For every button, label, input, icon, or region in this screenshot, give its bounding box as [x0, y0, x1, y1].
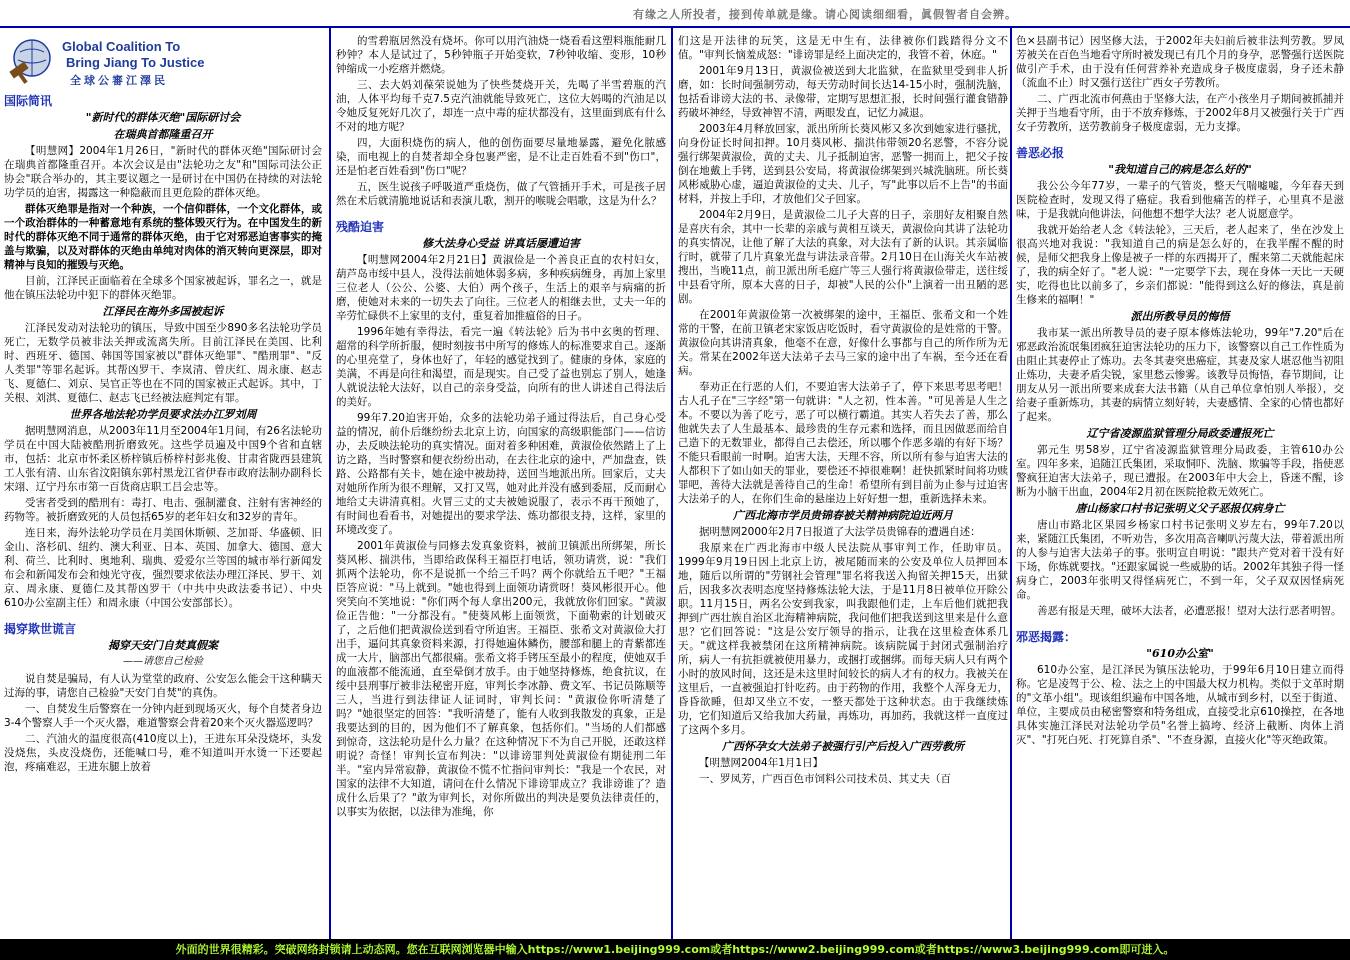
newspaper-page	[0, 26, 1350, 941]
paragraph: 的雪碧瓶居然没有烧坏。你可以用汽油烧一烧看看这塑料瓶能耐几秒钟？本人是试过了，5秒钟瓶子开始变软，7秒钟收缩、变形，10秒钟缩成一小疙瘩并燃烧。	[336, 35, 666, 75]
logo	[4, 34, 322, 90]
paragraph: 目前，江泽民正面临着在全球多个国家被起诉，罪名之一，就是他在镇压法轮功中犯下的群体灭绝罪。	[4, 275, 322, 301]
article-headline: 广西北海市学员贵锦春被关精神病院迫近两月	[733, 509, 953, 522]
column-4	[1016, 34, 1344, 934]
paragraph: 1996年她有幸得法，看完一遍《转法轮》后为书中玄奥的哲理、超常的科学所折服，便时刻按书中所写的修炼人的标准要求自己。逐渐的心里亮堂了，身体也好了，年轻的感觉找到了。健康的身体，家庭的美满，不再是向往和渴望，而是现实。自己受了益也别忘了别人，她逢人就说法轮大法好，以自己的亲身受益，向所有的世人讲述自己得法后的美好。	[336, 326, 666, 408]
paragraph: 我就开始给老人念《转法轮》，三天后，老人起来了，坐在沙发上很高兴地对我说："我知道自己的病是怎么好的，在我半醒不醒的时候，是师父把我身上像是被子一样的东西揭开了，醒来第二天就能起床了，我的病全好了。"老人说："一定要学下去，现在身体一天比一天硬实，吃得也比以前多了，乡亲们都说："能得到这么好的修法，真是前生修来的福啊！"	[1016, 224, 1344, 306]
section-title: 邪恶揭露：	[1016, 630, 1077, 644]
article-subheadline: ——请您自己检验	[123, 656, 203, 667]
paragraph: 我市某一派出所教导员的妻子原本修炼法轮功，99年"7.20"后在邪恶政治流氓集团疯狂迫害法轮功的压力下，该警察以自己工作性质为由阻止其妻停止了炼功。去冬其妻突患癌症，其妻及家人堪忍他当初阻止炼功，夫妻矛盾尖锐，家里愁云惨雾。该教导员悔悟，春节期间，让朋友从另一派出所要来成套大法书籍（从自己单位拿怕别人举报），交给妻子重新炼功，其妻的病情立刻好转，夫妻感情、全家的心情也都好了起来。	[1016, 327, 1344, 423]
article-headline: "610办公室"	[1146, 647, 1214, 660]
article-headline: 揭穿天安门自焚真假案	[108, 639, 218, 652]
paragraph: 二、广西北流市何燕由于坚修大法，在产小孩坐月子期间被抓捕并关押于当地看守所，由于不放弃修炼，于2002年8月又被强行关于广西女子劳教所，送劳教前身子极度虚弱，无力支撑。	[1016, 93, 1344, 133]
paragraph: 2001年黄淑俭与同修去发真象资料，被前卫镇派出所绑架，所长葵风彬、揣洪伟，当即给政保科王福臣打电话，领功请赏，说："我们抓两个法轮功，你不是说抓一个给三千吗？两个你就给五千吧？"王福臣答应说："马上就到。"她也得到上面领功请赏呀！葵风彬很开心。他突笑向不笑地说："你们两个每人拿出200元，我就放你们回家。"黄淑俭正告他："一分都没有。"使葵风彬上面领赏，下面勒索的计划破灭了，之后他们把黄淑俭送到看守所迫害。王福臣、张希文对黄淑俭大打出手，逼问其真象资料来源，打得她遍体鳞伤，腰部和腿上的青紫都连成一大片，脑部出气都很痛。张希文将手铐压至最小的程度，使她双手的血液都不能流通，直至晕倒才放手。由于她坚持修炼，绝食抗议，在绥中县刑事厅被非法秘密开庭，审判长李冰静、费文军、书记员陈顺等三人，当进行到法律证人证词时，审判长问："黄淑俭你听清楚了吗？"她很坚定的回答："我听清楚了，能有人收到我散发的真象，正是我要达到的目的，因为他们不了解真象，包括你们。"当场的人们都感到惊奇，这法轮功是什么力量？在这种情况下不为自己开脱，还敢这样明说？奇怪！审判长宣布判决："以诽谤罪判处黄淑俭有期徒刑二年半。"室内异常寂静，黄淑俭不慌不忙指问审判长："我是一个农民，对国家的法律不大知道，请问在什么情况下诽谤罪成立？我诽谤谁了？造成什么后果了？"敢为审判长，对你所做出的判决是要负法律责任的，以事实为依据，以法律为准绳，你	[336, 540, 666, 818]
paragraph: 2004年2月9日，是黄淑俭二儿子大喜的日子，亲朋好友相聚自然是喜庆有余，其中一长辈的亲戚与黄相互谈天，黄淑俭向其讲了法轮功的真实情况，让他了解了大法的真象，对大法有了新的认识。其亲属临行时，就带了几片真象光盘与讲法录音带。2月10日在山海关火车站被搜出，当晚11点，前卫派出所毛庭广等三人强行将黄淑俭带走，送往绥中县看守所，原本大喜的日子，却被"人民的公仆"上演着一出丑陋的恶剧。	[678, 209, 1008, 305]
paragraph: 色×县副书记）因坚修大法，于2002年夫妇前后被非法判劳教。罗凤芳被关在百色当地看守所时被发现已有几个月的身孕，恶警强行送医院做引产手术，由于没有任何营养补充造成身子极度虚弱，身子还未静（流血不止）时又强行送往广西女子劳教所。	[1016, 35, 1344, 89]
logo-text-line2: Bring Jiang To Justice	[66, 55, 205, 70]
column-1	[4, 34, 322, 934]
logo-text-chinese: 全球公審江澤民	[70, 74, 168, 87]
column-divider	[1010, 28, 1012, 941]
paragraph: 据明慧网消息，从2003年11月至2004年1月间，有26名法轮功学员在中国大陆被酷刑折磨致死。这些学员遍及中国9个省和直辖市，包括：北京市怀柔区桥梓镇后桥梓村彭兆俊、甘肃省陇西县建筑工人张有清、山东省汶阳镇东郭村黑龙江省伊春市政府法制办副科长宋翊、辽宁丹东市第一百货商店职工吕会忠等。	[4, 425, 322, 493]
column-divider	[671, 28, 673, 941]
column-3	[678, 34, 1008, 934]
article-headline: 修大法身心受益 讲真话屡遭迫害	[422, 237, 580, 250]
paragraph: 一、自焚发生后警察在一分钟内赶到现场灭火，每个自焚者身边3-4个警察人手一个灭火器，难道警察会背着20来个灭火器巡逻吗？	[4, 703, 322, 729]
paragraph: 99年7.20迫害开始，众多的法轮功弟子通过得法后，自己身心受益的情况，前仆后继纷纷去北京上访，向国家的高级职能部门——信访办，去反映法轮功的真实情况。面对着多种困难，黄淑俭依然踏上了上访之路，当时警察和便衣纷纷出动，在去往北京的途中，严加盘查，铁路、公路都有关卡，她在途中被劫持，送回当地派出所。回家后，丈夫对她所作所为很不理解，又打又骂，她对此并没有感到委屈，反而耐心地给丈夫讲清真相。火冒三丈的丈夫被她说服了，表示不再干预她了，有时间也看看书，对她提出的要求学法、炼功都很支持，这样，家里的环境改变了。	[336, 412, 666, 536]
paragraph: 唐山市路北区果园乡杨家口村书记张明义岁左右，99年7.20以来，紧随江氏集团，不听劝告，多次用高音喇叭污蔑大法，带着派出所的人参与迫害大法弟子的事。张明宣自明说："跟共产党对着干没有好下场，你炼就要找。"还跟家属说一些威胁的话。2002年其独子得一怪病身亡，2003年张明又得怪病死亡，不到一年，父子双双因怪病死命。	[1016, 519, 1344, 601]
logo-text-line1: Global Coalition To	[62, 39, 181, 54]
paragraph: 【明慧网2004年1月1日】	[699, 757, 824, 769]
paragraph: 受害者受到的酷刑有：毒打、电击、强制灌食、注射有害神经的药物等。被折磨致死的人员包括65岁的老年妇女和32岁的青年。	[4, 497, 322, 523]
paragraph: 江泽民发动对法轮功的镇压，导致中国至少890多名法轮功学员死亡，无数学员被非法关押或流离失所。目前江泽民在美国、比利时、西班牙、德国、韩国等国家被以"群体灭绝罪"、"酷刑罪"、"反人类罪"等罪名起诉。其帮凶罗干、李岚清、曾庆红、周永康、赵志飞、夏德仁、刘京、吴官正等也在不同的国家被正式起诉。其中，丁关根、刘淇、夏德仁、赵志飞已经被法庭判定有罪。	[4, 322, 322, 404]
article-headline: 派出所教导员的悔悟	[1130, 310, 1230, 323]
paragraph: 【明慧网2004年2月21日】黄淑俭是一个善良正直的农村妇女，葫芦岛市绥中县人，没得法前她体弱多病，多种疾病缠身，再加上家里三位老人（公公、公婆、大伯）两个孩子，生活上的艰辛与病痛的折磨，使她对未来的一切失去了向往。三位老人的相继去世，丈夫一年的辛劳忙碌供不上家里的支付，重复着加推瘟俗的日子。	[336, 254, 666, 322]
gavel-globe-icon	[6, 36, 54, 84]
paragraph: 连日来，海外法轮功学员在月美国休斯顿、芝加哥、华盛顿、旧金山、洛杉矶、纽约、澳大利亚、日本、英国、加拿大、德国、意大利、荷兰、比利时、奥地利、瑞典、爱爱尔兰等国的城市举行新闻发布会和新闻发布会和烛光守夜，强烈要求依法办理江泽民、罗干、刘京、周永康、夏德仁及其帮凶罗干（中共中央政法委书记）、中央610办公室副主任）和周永康（中国公安部部长）。	[4, 527, 322, 609]
column-2	[336, 34, 666, 934]
paragraph: 善恶有报是天理，破坏大法者，必遭恶报！望对大法行恶者明智。	[1037, 605, 1342, 617]
paragraph: 二、汽油火的温度很高(410度以上)，王进东耳朵没烧坏，头发没烧焦，头皮没烧伤，还能喊口号，难不知道叫开水烫一下还要起泡，疼痛难忍，王进东腿上放着	[4, 733, 322, 773]
paragraph: 我原来在广西北海市中级人民法院从事审判工作，任助审员。1999年9月19日因上北京上访，被尾随而来的公安及单位人员押回本地，随后以所谓的"劳钢社会管理"罪名将我送入拘留关押15天，出狱后，因我多次表明态度坚持修炼法轮大法，于是11月8日被单位开除公职。11月15日，两名公安到我家，叫我跟他们走，上车后他们就把我押到广西壮族自治区北海精神病院，我问他们把我送到这里来是什么意思？它们回答说："这是公安厅领导的指示，让我在这里检查体系几天。"就这样我被禁闭在这所精神病院。该病院属于封闭式强制治疗所，病人一有抗拒就被使用暴力，或捆打或捆绑。而每天病人只有两个小时的放风时间，这还是未这里时间较长的病人才有的权力。我被关在这里后，一直被强迫打针吃药。由于药物的作用，我整个人浑身无力，昏昏欲睡，但却又坐立不安，一整天都处于这种状态。由于我继续炼功，它们知道后又给我加大药量，再炼功，再加药，我就这样一直度过了这两个多月。	[678, 542, 1008, 736]
paragraph: 610办公室，是江泽民为镇压法轮功，于99年6月10日建立而得称。它是凌驾于公、检、法之上的中国最大权力机构。类似于文革时期的"文革小组"。现该组织遍布中国各地，从城市到乡村，以至于街道、单位，主要成员由秘密警察和特务组成，直接受北京610操控，在各地具体实施江泽民对法轮功学员"名誉上搞垮、经济上截断、肉体上消灭"、"打死白死、打死算自杀"、"不查身源，直接火化"等灭绝政策。	[1016, 664, 1344, 746]
article-headline: 江泽民在海外多国被起诉	[102, 305, 224, 318]
paragraph: 在2001年黄淑俭第一次被绑架的途中，王福臣、张希文和一个姓常的干警，在前卫镇老宋家饭店吃饭时，看守黄淑俭的是姓常的干警。黄淑俭向其讲清真象，他毫不在意，好像什么事都与自己的所作所为无关。常某在2002年送大法弟子去马三家的途中出了车祸，至今还在看病。	[678, 309, 1008, 377]
article-headline: "新时代的群体灭绝"国际研讨会	[85, 111, 241, 124]
section-title: 揭穿欺世谎言	[4, 622, 77, 636]
article-headline: 世界各地法轮功学员要求法办江罗刘周	[69, 408, 257, 421]
section-title: 残酷迫害	[336, 220, 385, 234]
paragraph: 据明慧网2000年2月7日报道了大法学员贵锦春的遭遇自述：	[699, 526, 981, 538]
section-title: 善恶必报	[1016, 146, 1065, 160]
paragraph: 四，大面积烧伤的病人，他的创伤面要尽量地暴露，避免化脓感染，而电视上的自焚者却全身包裹严密，是不让走百姓看不到"伤口"，还是怕老百姓看到"伤口"呢？	[336, 137, 666, 177]
header-slogan: 有缘之人所投者，接到传单就是缘。请心阅读细细看，眞假智者自会辨。	[633, 8, 1017, 21]
article-headline: 在瑞典首都隆重召开	[113, 128, 213, 141]
article-headline: 广西怀孕女大法弟子被强行引产后投入广西劳教所	[722, 740, 964, 753]
paragraph: 三、去大妈刘葆荣说她为了快些焚烧开关，先喝了半雪碧瓶的汽油，人体平均每千克7.5克汽油就能导致死亡，这位大妈喝的汽油足以令她反复死好几次了，却连一点中毒的症状都没有，这里面到底有什么不对的地方呢？	[336, 79, 666, 133]
article-headline: 辽宁省凌源监狱管理分局政委遭报死亡	[1086, 427, 1274, 440]
column-divider	[329, 28, 331, 941]
paragraph: 郭元生 男58岁，辽宁省凌源监狱管理分局政委，主管610办公室。四年多来，追随江氏集团，采取恫吓、洗脑、欺骗等手段，指使恶警疯狂迫害大法弟子，现已遭报。在2003年中大会上，昏迷不醒，诊断为小脑干出血，2004年2月初在医院抢救无效死亡。	[1016, 444, 1344, 498]
article-headline: 唐山杨家口村书记张明义父子恶报仅病身亡	[1075, 502, 1285, 515]
paragraph: 2003年4月释放回家，派出所所长葵风彬又多次到她家进行骚扰，向身份证长时间扣押。10月葵风彬、揣洪伟带领20名恶警，不容分说强行绑架黄淑俭，黄的丈夫、儿子抵制迫害，恶警一拥而上，把父子按倒在地戴上手铐，送到县公安局，将黄淑俭绑架到兴城洗脑班。所长葵风彬威胁心虚，逼迫黄淑俭的丈夫、儿子，写"此事以后不上告"的书面材料，并按上手印，才放他们父子回家。	[678, 123, 1008, 205]
section-title: 国际简讯	[4, 94, 53, 108]
top-banner	[0, 0, 1350, 26]
paragraph: 五，医生说孩子呼吸道严重烧伤，做了气管插开手术，可是孩子居然在术后就清脆地说话和表演儿歌，割开的喉咙会唱歌，这是为什么？	[336, 181, 666, 207]
paragraph: 们这是开法律的玩笑，这是无中生有，法律被你们践踏得分文不值。"审判长恼羞成怒："诽谤罪是经上面决定的，我管不着，休庭。"	[678, 35, 1008, 61]
paragraph: 群体灭绝罪是指对一个种族，一个信仰群体，一个文化群体，或一个政治群体的一种蓄意地有系统的整体毁灭行为。在中国发生的新时代的群体灭绝不同于通常的群体灭绝，由于它对邪恶迫害事实的掩盖与欺骗，以及对群体的灭绝由单纯对肉体的消灭转向更深层，即对精神与良知的摧毁与灭绝。	[4, 203, 322, 271]
paragraph: 我公公今年77岁，一辈子的气管炎，整天气喘嘘嘘，今年春天到医院检查时，发现又得了癌症。我看到他痛苦的样子，心里真不是滋味，于是我就向他讲法，问他想不想学大法？老人说愿意学。	[1016, 180, 1344, 220]
paragraph: 说自焚是骗局，有人认为堂堂的政府、公安怎么能会干这种瞒天过海的事，请您自己检验"天安门自焚"的真伪。	[4, 673, 322, 699]
paragraph: 2001年9月13日，黄淑俭被送到大北监狱，在监狱里受到非人折磨，如：长时间强制劳动，每天劳动时间长达14-15小时，强制洗脑，包括看诽谤大法的书、录像带，定期写思想汇报，长时间强行灌食错静药破坏神经，导致神智不清，两眼发直，记忆力减退。	[678, 65, 1008, 119]
paragraph: 一、罗凤芳，广西百色市饲料公司技术员、其丈夫（百	[699, 773, 951, 785]
paragraph: 【明慧网】2004年1月26日，"新时代的群体灭绝"国际研讨会在瑞典首都隆重召开。本次会议是由"法轮功之友"和"国际司法公正协会"联合举办的，其主要议题之一是研讨在中国仍在持续的对法轮功学员的迫害，揭露这一种隐蔽而且更危险的群体灭绝。	[4, 145, 322, 199]
paragraph: 奉劝正在行恶的人们，不要迫害大法弟子了，停下来思考思考吧！古人孔子在"三字经"第一句就讲："人之初，性本善。"可见善是人生之本。不要以为善了吃亏，恶了可以横行霸道。其实人若失去了善，那么他就失去了人生最基本、最珍贵的生存元素和选择，而且因做恶而给自己造下的无数罪业，都得自己去偿还，所以哪个作恶多端的有好下场？不能只看眼前一时啊。迫害大法，天理不容，所以所有参与迫害大法的人都积下了如山如天的罪业，要偿还不掉很难啊！赶快抓紧时间将功赎罪吧，善待大法就是善待自己的生命！希望所有到目前为止参与过迫害大法弟子的人，在你们生命的悬崖边上好好想一想，重新选择未来。	[678, 381, 1008, 505]
footer-banner: 外面的世界很精彩。突破网络封锁请上动态网。您在互联网浏览器中输入https://www1.beijing999.com或者https://www2.beijing999.com或者https://www3.beijing999.com即可进入。	[0, 939, 1350, 960]
article-headline: "我知道自己的病是怎么好的"	[1108, 163, 1252, 176]
